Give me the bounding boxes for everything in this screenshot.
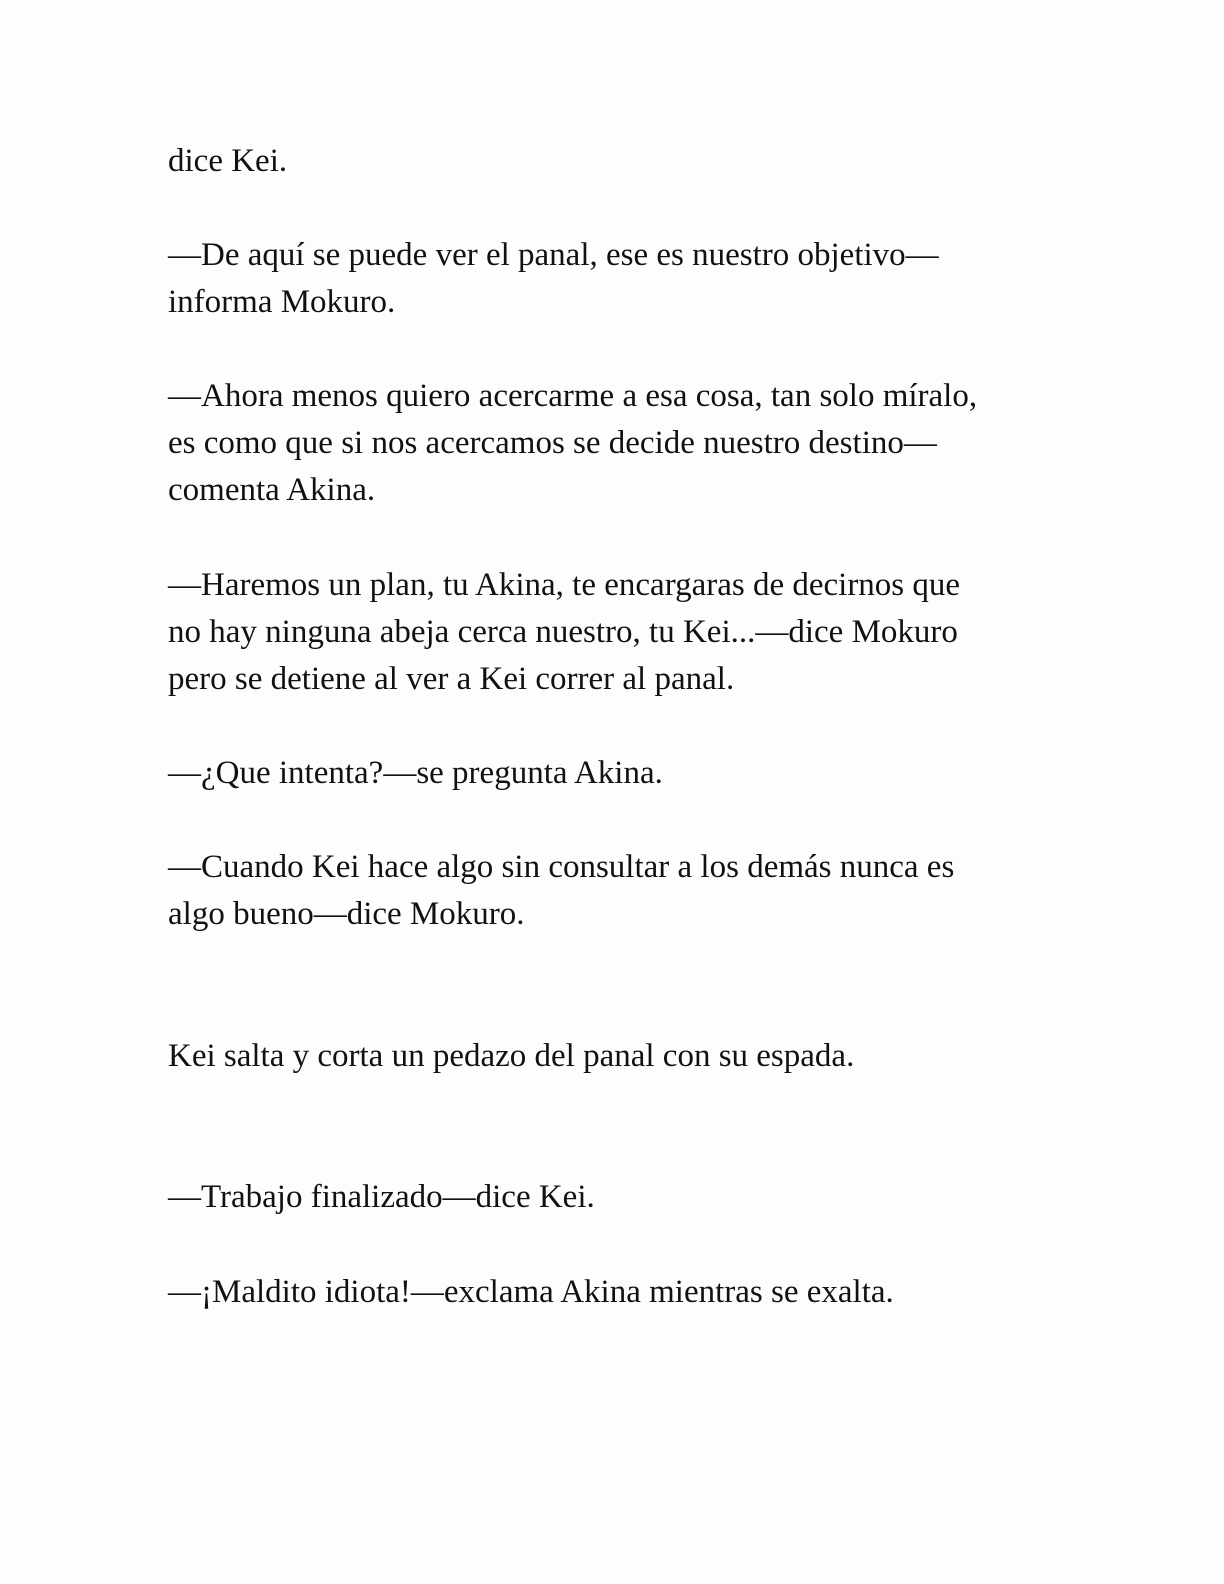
paragraph-line: es como que si nos acercamos se decide nuestro destino— [168, 425, 937, 461]
paragraph-line: pero se detiene al ver a Kei correr al panal. [168, 661, 735, 697]
paragraph-line: —De aquí se puede ver el panal, ese es nuestro objetivo— [168, 237, 939, 273]
paragraph-line: Kei salta y corta un pedazo del panal con su espada. [168, 1038, 855, 1074]
paragraph-8 [168, 1174, 1068, 1221]
paragraph-line: —Cuando Kei hace algo sin consultar a los demás nunca es [168, 849, 955, 885]
paragraph-line: no hay ninguna abeja cerca nuestro, tu Kei...—dice Mokuro [168, 614, 958, 650]
paragraph-3 [168, 373, 1068, 514]
paragraph-line: dice Kei. [168, 143, 288, 179]
paragraph-line: —Ahora menos quiero acercarme a esa cosa, tan solo míralo, [168, 378, 978, 414]
paragraph-4 [168, 562, 1068, 703]
paragraph-line: —Haremos un plan, tu Akina, te encargaras de decirnos que [168, 567, 961, 603]
paragraph-line: —Trabajo finalizado—dice Kei. [168, 1179, 595, 1215]
paragraph-5 [168, 750, 1068, 797]
paragraph-line: —¿Que intenta?—se pregunta Akina. [168, 755, 663, 791]
paragraph-7 [168, 1033, 1068, 1080]
paragraph-6 [168, 844, 1068, 938]
paragraph-9 [168, 1269, 1068, 1316]
paragraph-line: algo bueno—dice Mokuro. [168, 896, 525, 932]
paragraph-line: informa Mokuro. [168, 284, 396, 320]
paragraph-line: comenta Akina. [168, 472, 376, 508]
paragraph-1 [168, 138, 1068, 185]
paragraph-2 [168, 232, 1068, 326]
paragraph-line: —¡Maldito idiota!—exclama Akina mientras se exalta. [168, 1274, 894, 1310]
